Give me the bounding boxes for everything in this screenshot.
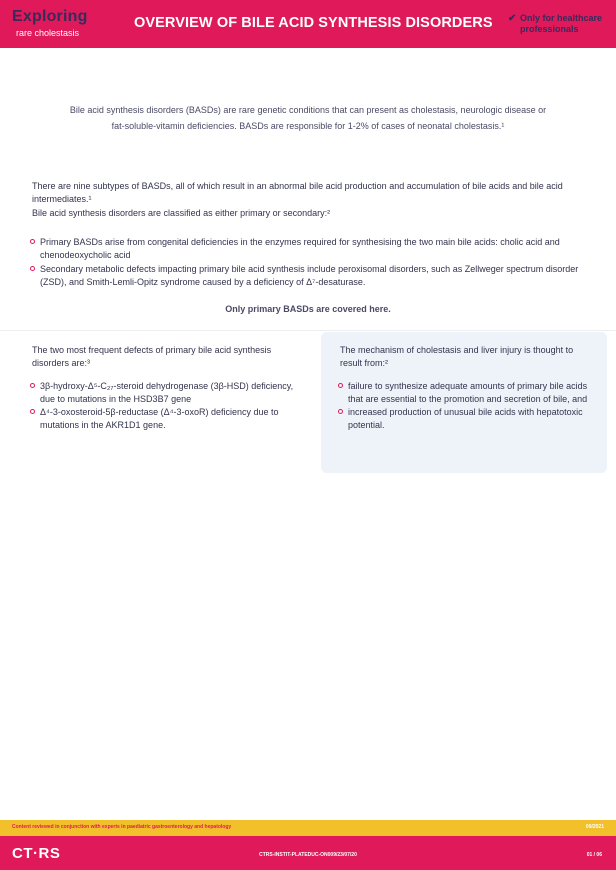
bullet-circle-icon	[30, 409, 35, 414]
mechanism-list	[338, 380, 598, 432]
page-title: OVERVIEW OF BILE ACID SYNTHESIS DISORDERS	[134, 15, 493, 31]
logo-subtitle: rare cholestasis	[16, 28, 80, 38]
footer-date: 09/2021	[585, 824, 604, 830]
list-item-text: Primary BASDs arise from congenital deficiencies in the enzymes required for synthesising the two main bile acids: cholic acid and chenodeoxycholic acid	[40, 237, 560, 260]
frequent-defects-list	[30, 380, 300, 432]
bullet-circle-icon	[30, 266, 35, 271]
list-item	[30, 406, 300, 431]
frequent-defects-heading: The two most frequent defects of primary bile acid synthesis disorders are:³	[32, 345, 272, 368]
bullet-circle-icon	[30, 383, 35, 388]
document-code: CTRS-INSTIT-PLATEDUC-ON009/23/07/20	[259, 852, 357, 858]
list-item	[338, 380, 598, 405]
classification-list	[30, 236, 598, 290]
bullet-circle-icon	[30, 239, 35, 244]
intro-paragraph	[40, 102, 576, 134]
logo-wordmark: Exploring	[12, 8, 88, 25]
page-number: 01 / 06	[586, 852, 602, 858]
list-item-text: failure to synthesize adequate amounts of primary bile acids that are essential to the promotion and secretion of bile, and	[348, 381, 588, 404]
hcp-label: Only for healthcare professionals	[520, 13, 603, 34]
subtypes-paragraph: There are nine subtypes of BASDs, all of which result in an abnormal bile acid production and accumulation of bile acids and bile acid intermediates.¹	[32, 181, 563, 204]
list-item-text: Secondary metabolic defects impacting primary bile acid synthesis include peroxisomal disorders, such as Zellweger spectrum disorder (ZSD), and Smith-Lemli-Opitz syndrome caused by a deficiency of Δ⁷-desaturase.	[40, 264, 579, 287]
check-icon: ✔	[508, 13, 517, 24]
section-divider	[0, 330, 616, 331]
list-item-text: Δ⁴-3-oxosteroid-5β-reductase (Δ⁴-3-oxoR) deficiency due to mutations in the AKR1D1 gene.	[40, 407, 279, 430]
list-item	[30, 263, 598, 288]
list-item	[30, 380, 300, 405]
footer-review-note: Content reviewed in conjunction with experts in paediatric gastroenterology and hepatology	[12, 824, 232, 830]
list-item-text: 3β-hydroxy-Δ⁵-C₂₇-steroid dehydrogenase (3β-HSD) deficiency, due to mutations in the HSD3B7 gene	[40, 381, 294, 404]
page-header	[0, 0, 616, 48]
mechanism-heading: The mechanism of cholestasis and liver injury is thought to result from:²	[340, 345, 574, 368]
bullet-circle-icon	[338, 383, 343, 388]
ctrs-logo[interactable]: CT·RS	[12, 845, 61, 862]
bullet-circle-icon	[338, 409, 343, 414]
list-item	[30, 236, 598, 261]
list-item-text: increased production of unusual bile acids with hepatotoxic potential.	[348, 407, 583, 430]
intro-line-1: Bile acid synthesis disorders (BASDs) are rare genetic conditions that can present as cholestasis, neurologic disease or	[69, 105, 547, 115]
exploring-logo[interactable]	[12, 8, 112, 42]
list-item	[338, 406, 598, 431]
only-primary-note: Only primary BASDs are covered here.	[225, 304, 391, 314]
classification-paragraph: Bile acid synthesis disorders are classified as either primary or secondary:²	[32, 208, 331, 218]
intro-line-2: fat-soluble-vitamin deficiencies. BASDs are responsible for 1-2% of cases of neonatal cholestasis.¹	[111, 121, 505, 131]
